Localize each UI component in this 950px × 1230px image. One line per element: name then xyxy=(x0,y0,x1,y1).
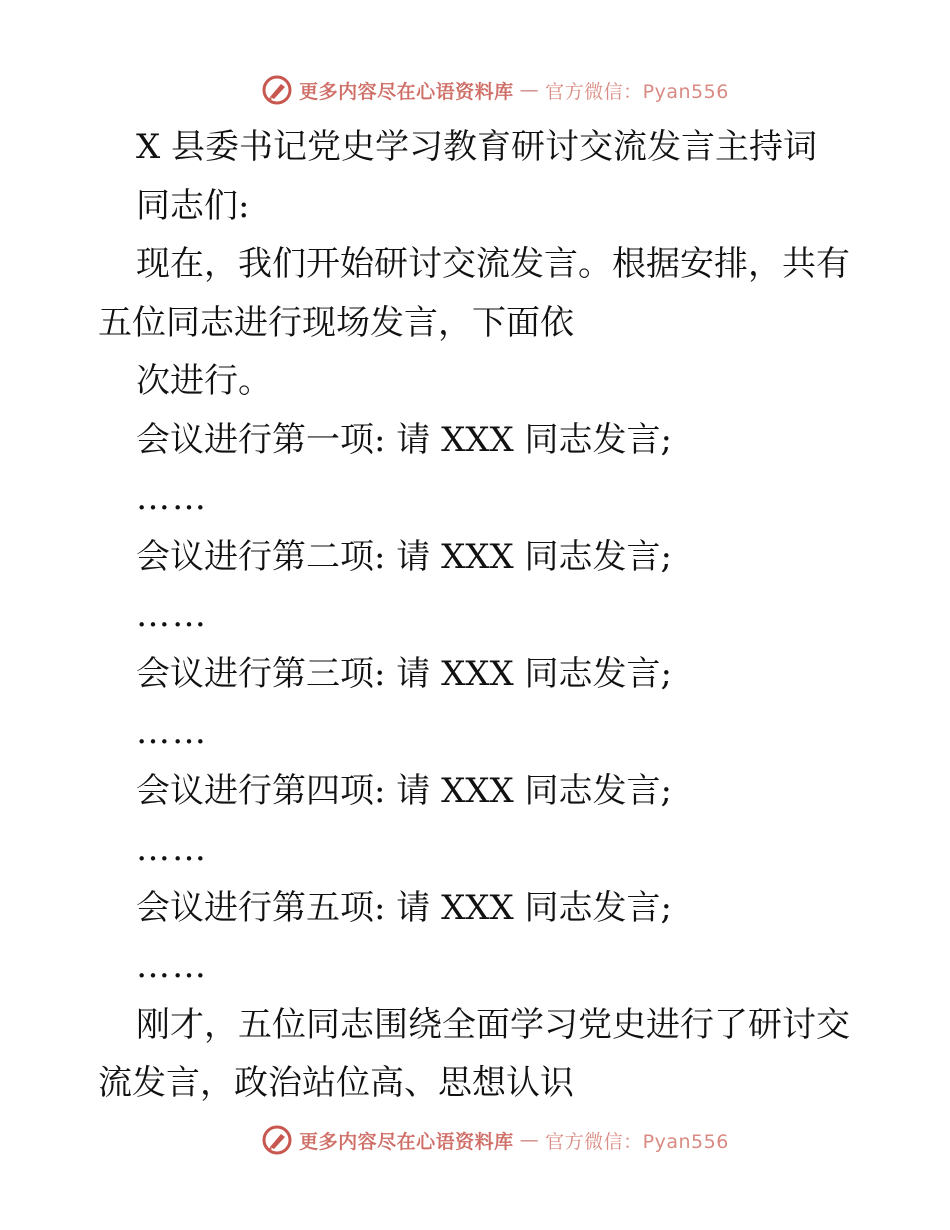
agenda-item-5-ellipsis: …… xyxy=(136,946,208,986)
agenda-item-4: 会议进行第四项: 请 XXX 同志发言; xyxy=(136,770,672,811)
banner-main-text: 更多内容尽在心语资料库 xyxy=(299,80,514,103)
pen-logo-icon xyxy=(261,1124,293,1156)
banner-sub-text: 官方微信：Pyan556 xyxy=(545,80,729,103)
agenda-item-2: 会议进行第二项: 请 XXX 同志发言; xyxy=(136,536,672,577)
agenda-item-5: 会议进行第五项: 请 XXX 同志发言; xyxy=(136,887,672,928)
intro-paragraph-line-1: 现在，我们开始研讨交流发言。根据安排，共有 xyxy=(136,244,850,284)
closing-paragraph-line-2: 流发言，政治站位高、思想认识 xyxy=(98,1063,574,1103)
document-body xyxy=(98,118,858,1113)
agenda-item-1-ellipsis: …… xyxy=(136,478,208,518)
banner-separator: — xyxy=(519,1129,540,1151)
agenda-item-1: 会议进行第一项: 请 XXX 同志发言; xyxy=(136,419,672,460)
document-title: X 县委书记党史学习教育研讨交流发言主持词 xyxy=(136,127,818,167)
closing-paragraph-line-1: 刚才，五位同志围绕全面学习党史进行了研讨交 xyxy=(136,1004,850,1045)
greeting: 同志们: xyxy=(136,185,250,226)
banner-sub-text: 官方微信：Pyan556 xyxy=(545,1130,729,1153)
agenda-item-3-ellipsis: …… xyxy=(136,712,208,752)
intro-paragraph-line-3: 次进行。 xyxy=(136,361,272,401)
intro-paragraph-line-2: 五位同志进行现场发言，下面依 xyxy=(98,302,574,343)
banner-separator: — xyxy=(519,79,540,101)
banner-main-text: 更多内容尽在心语资料库 xyxy=(299,1130,514,1153)
header-watermark-banner xyxy=(0,70,950,110)
agenda-item-3: 会议进行第三项: 请 XXX 同志发言; xyxy=(136,653,672,694)
footer-watermark-banner xyxy=(0,1120,950,1160)
agenda-item-4-ellipsis: …… xyxy=(136,829,208,869)
agenda-item-2-ellipsis: …… xyxy=(136,595,208,635)
pen-logo-icon xyxy=(261,74,293,106)
